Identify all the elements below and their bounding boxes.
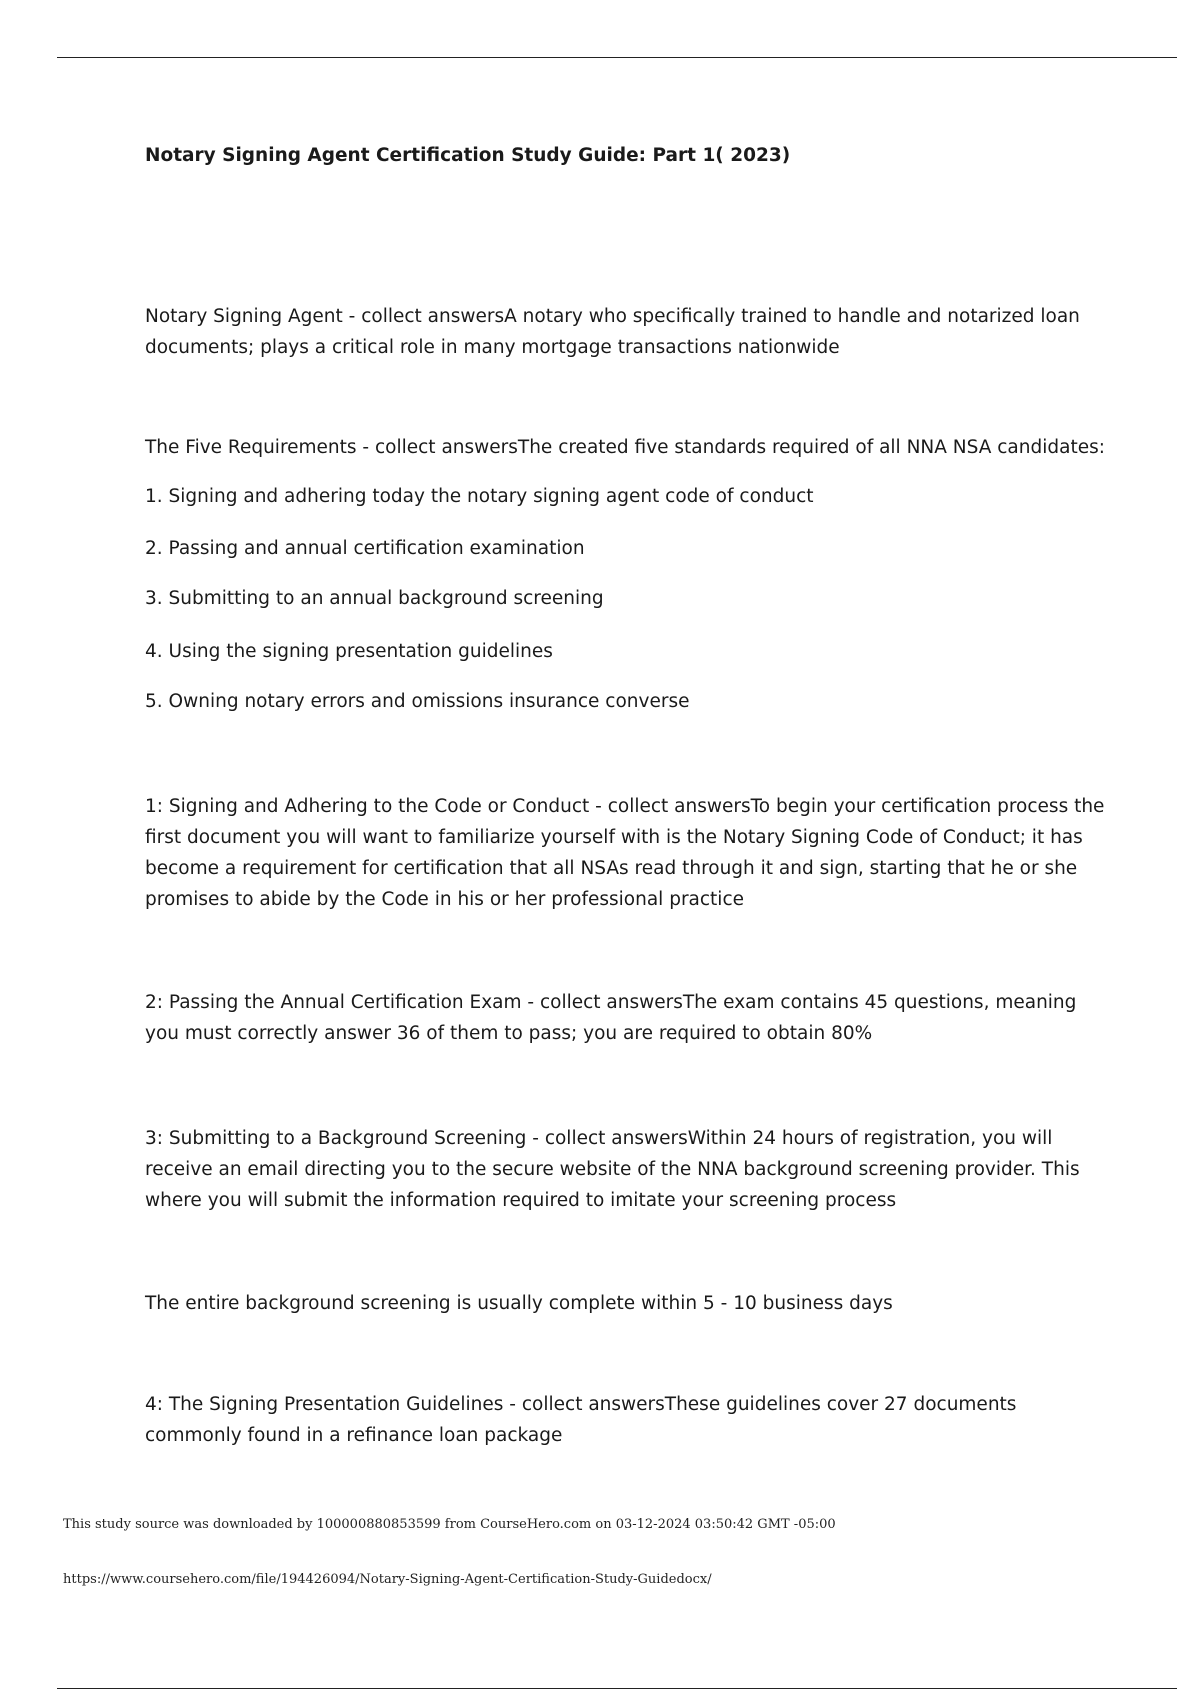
entry-notary-signing-agent: Notary Signing Agent - collect answersA notary who specifically trained to handle and notarized loan documents; plays a critical role in many mortgage transactions nationwide — [145, 306, 1080, 358]
entry-five-requirements: The Five Requirements - collect answersThe created five standards required of all NNA NSA candidates: — [145, 437, 1105, 458]
detail-certification-exam: 2: Passing the Annual Certification Exam - collect answersThe exam contains 45 questions, meaning you must correctly answer 36 of them to pass; you are required to obtain 80% — [145, 992, 1077, 1044]
requirement-item: 4. Using the signing presentation guidelines — [145, 641, 553, 662]
detail-background-screening: 3: Submitting to a Background Screening - collect answersWithin 24 hours of registration, you will receive an email directing you to the secure website of the NNA background screening provider. This where you will submit the information required to imitate your screening process — [145, 1128, 1080, 1211]
detail-code-of-conduct: 1: Signing and Adhering to the Code or Conduct - collect answersTo begin your certification process the first document you will want to familiarize yourself with is the Notary Signing Code of Conduct; it has become a requirement for certification that all NSAs read through it and sign, starting that he or she promises to abide by the Code in his or her professional practice — [145, 796, 1105, 910]
requirement-item: 1. Signing and adhering today the notary signing agent code of conduct — [145, 486, 814, 507]
document-title: Notary Signing Agent Certification Study Guide: Part 1( 2023) — [145, 145, 791, 166]
top-divider — [57, 57, 1177, 58]
source-url[interactable]: https://www.coursehero.com/file/194426094/Notary-Signing-Agent-Certification-Study-Guidedocx/ — [63, 1572, 712, 1587]
requirement-item: 5. Owning notary errors and omissions insurance converse — [145, 691, 690, 712]
detail-presentation-guidelines: 4: The Signing Presentation Guidelines - collect answersThese guidelines cover 27 documents commonly found in a refinance loan package — [145, 1394, 1017, 1446]
requirement-item: 2. Passing and annual certification examination — [145, 538, 585, 559]
detail-screening-duration: The entire background screening is usually complete within 5 - 10 business days — [145, 1293, 893, 1314]
download-note: This study source was downloaded by 100000880853599 from CourseHero.com on 03-12-2024 03:50:42 GMT -05:00 — [63, 1517, 836, 1532]
requirement-item: 3. Submitting to an annual background screening — [145, 588, 604, 609]
bottom-divider — [57, 1688, 1177, 1689]
